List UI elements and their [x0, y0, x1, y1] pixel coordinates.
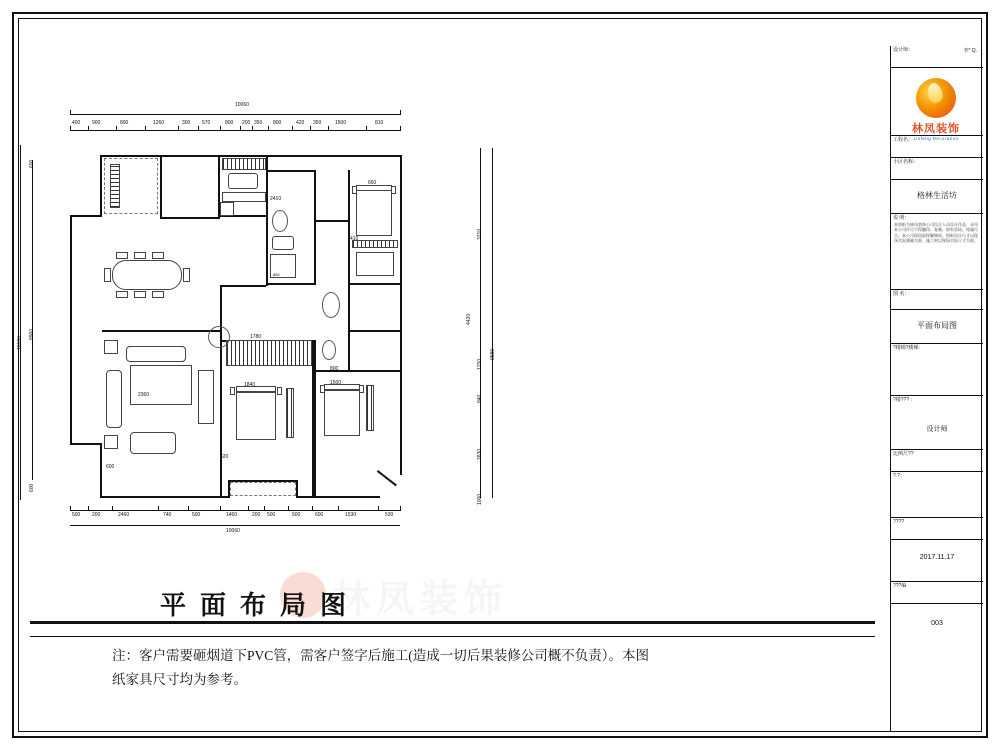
label-misc-3: 600	[106, 464, 115, 470]
nightstand	[391, 186, 396, 194]
label-living-size: 2360	[138, 392, 150, 398]
dim-top-12: 350	[313, 120, 322, 126]
tb-row-sheetno-value	[891, 604, 983, 732]
dim-top-11: 420	[296, 120, 305, 126]
dim-bottom-total: 10060	[226, 528, 240, 534]
dining-chair	[116, 291, 128, 298]
dim-left-outer: 10160	[17, 336, 23, 350]
note-line-1: 注：客户需要砸烟道下PVC管，需客户签字后施工(造成一切后果装修公司概不负责）。本图	[112, 648, 650, 663]
dim-bot-8: 500	[267, 512, 276, 518]
dim-right-3: 840	[477, 394, 483, 403]
tb-row-date-label	[891, 518, 983, 540]
dim-top-10: 800	[273, 120, 282, 126]
divider-thin	[30, 636, 875, 637]
tb-label-misc1: ?楼梯?楼梯:	[893, 345, 920, 351]
wardrobe-2	[366, 385, 374, 431]
tb-row-community-label	[891, 158, 983, 180]
dim-bot-9: 500	[292, 512, 301, 518]
tb-value-date: 2017.11.17	[919, 554, 955, 561]
dining-chair	[183, 268, 190, 282]
label-misc-1: 2410	[270, 196, 282, 202]
bed-headboard-3	[236, 386, 276, 392]
tb-label-sheetno: ???编	[893, 583, 907, 589]
kitchen-stove	[222, 192, 266, 202]
tb-row-spec	[891, 214, 983, 290]
tb-label-designer: 设计师：	[893, 47, 914, 53]
tb-label-scale: 比例尺??	[893, 451, 914, 457]
dim-top-5: 300	[182, 120, 191, 126]
kitchen-sink	[228, 173, 258, 189]
bed-second	[324, 390, 360, 436]
tb-row-drawingname-label	[891, 290, 983, 310]
tv-wall-unit	[198, 370, 214, 424]
dim-bot-7: 200	[252, 512, 261, 518]
sofa-main	[106, 370, 122, 428]
label-misc-2: 410	[350, 236, 359, 242]
tb-row-designer	[891, 46, 983, 68]
dim-left-bottom: 600	[29, 483, 35, 492]
bed-third	[236, 392, 276, 440]
tb-row-drawingname-value	[891, 310, 983, 344]
dining-chair	[152, 252, 164, 259]
tb-label-spec: 说 明：	[893, 215, 910, 221]
tb-value-sheetno: 003	[931, 620, 943, 627]
label-cabinet-size: 1780	[250, 334, 262, 340]
flame-logo-icon	[916, 78, 956, 118]
dining-chair	[134, 291, 146, 298]
nightstand	[230, 387, 235, 395]
storage-cabinet	[226, 340, 312, 366]
dim-right-mid: 4420	[466, 313, 472, 325]
tb-row-scale-value	[891, 472, 983, 518]
company-logo	[903, 78, 969, 141]
balcony-bottom	[230, 482, 296, 496]
note-block	[112, 644, 872, 693]
dining-table	[112, 260, 182, 290]
tb-label-community: 小区名称：	[893, 159, 919, 165]
wardrobe-3	[286, 388, 294, 438]
dim-right-1: 3210	[477, 228, 483, 240]
label-bed3-size: 1840	[244, 382, 256, 388]
tb-value-designer: 李* Q.	[963, 48, 977, 54]
dim-bot-4: 740	[163, 512, 172, 518]
dim-top-13: 1500	[335, 120, 347, 126]
tb-value-community: 格林生活坊	[917, 191, 957, 200]
dim-left-inner: 8960	[29, 328, 35, 340]
tb-label-project: 工程名：	[893, 137, 914, 143]
bed-master	[356, 190, 392, 236]
wardrobe	[352, 240, 398, 248]
tb-label-date: ????	[893, 519, 905, 525]
tb-row-community-value	[891, 180, 983, 214]
toilet-fixture-2	[322, 340, 336, 360]
dim-top-7: 800	[225, 120, 234, 126]
kitchen-counter	[222, 158, 266, 170]
label-bed1-size: 660	[368, 180, 377, 186]
tb-value-scale: ? ?：	[893, 473, 905, 479]
dim-bot-12: 530	[385, 512, 394, 518]
nightstand	[277, 387, 282, 395]
dining-chair	[152, 291, 164, 298]
tb-label-drawingname: 图 名：	[893, 291, 910, 297]
washbasin	[272, 236, 294, 250]
dim-top-2: 900	[92, 120, 101, 126]
note-line-2: 纸家具尺寸均为参考。	[112, 672, 247, 688]
toilet-fixture	[272, 210, 288, 232]
dim-bot-11: 1530	[345, 512, 357, 518]
side-table-2	[104, 435, 118, 449]
dim-bot-6: 1460	[226, 512, 238, 518]
dim-bot-3: 2460	[118, 512, 130, 518]
sofa-side	[126, 346, 186, 362]
dim-top-1: 400	[72, 120, 81, 126]
dim-right-4: 2630	[477, 448, 483, 460]
tb-row-misc2	[891, 396, 983, 450]
label-misc-4: 800	[330, 366, 339, 372]
bathtub-fixture	[322, 292, 340, 318]
nightstand	[320, 385, 325, 393]
tb-spec-text: 本图纸为林凤装饰公司设计人员设计作品，未经本公司许可不得翻印、复制。如有雷同，纯属巧合。本公司保留最终解释权。图纸设计尺寸以现场实际测量为准，施工时以现场实际尺寸为准。	[894, 222, 978, 243]
nightstand	[352, 186, 357, 194]
plant-decor	[208, 326, 230, 348]
divider-thick	[30, 621, 875, 624]
label-bed2-size: 1500	[330, 380, 342, 386]
dim-bot-1: 500	[72, 512, 81, 518]
armchair	[130, 432, 176, 454]
dim-top-total: 10060	[235, 102, 249, 108]
floor-plan-drawing	[17, 40, 880, 600]
dim-right-5: 1000	[477, 493, 483, 505]
tb-row-misc1	[891, 344, 983, 396]
tb-label-misc2: ?楼??? :	[893, 397, 912, 403]
nightstand	[359, 385, 364, 393]
tb-row-sheetno-label	[891, 582, 983, 604]
kitchen-appliance	[220, 202, 234, 216]
dining-chair	[116, 252, 128, 259]
dim-top-8: 200	[242, 120, 251, 126]
tb-value-misc2: 设计师	[926, 426, 948, 433]
label-bath1-size: 880	[273, 272, 280, 277]
page-title: 平面布局图	[160, 591, 361, 620]
dim-top-6: 570	[202, 120, 211, 126]
coffee-table	[130, 365, 192, 405]
dining-chair	[104, 268, 111, 282]
dining-chair	[134, 252, 146, 259]
dim-bot-5: 500	[192, 512, 201, 518]
dim-top-4: 1260	[153, 120, 165, 126]
logo-name-cn: 林凤装饰	[912, 123, 960, 135]
dim-top-9: 350	[254, 120, 263, 126]
balcony-cabinet	[110, 164, 120, 208]
dim-top-14: 810	[375, 120, 384, 126]
tv-cabinet	[356, 252, 394, 276]
side-table	[104, 340, 118, 354]
tb-row-date-value	[891, 540, 983, 582]
tb-row-scale-label	[891, 450, 983, 472]
dim-right-total: 9580	[490, 348, 496, 360]
dim-bot-2: 200	[92, 512, 101, 518]
dim-right-2: 1750	[477, 358, 483, 370]
label-misc-5: 420	[220, 454, 229, 460]
logo-name-en: Linfeng Decoration	[913, 136, 959, 141]
dim-top-3: 800	[120, 120, 129, 126]
title-block	[890, 46, 982, 732]
dim-left-top: 600	[29, 159, 35, 168]
tb-value-drawingname: 平面布局图	[917, 321, 957, 330]
watermark-text: 林凤装饰	[332, 578, 509, 621]
dim-bot-10: 600	[315, 512, 324, 518]
